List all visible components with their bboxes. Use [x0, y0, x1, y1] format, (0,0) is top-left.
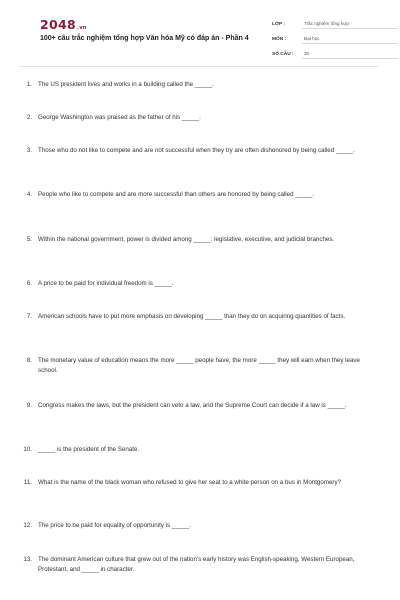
question-item: [20, 555, 378, 575]
question-item: [20, 113, 378, 123]
question-item: [20, 279, 378, 289]
question-number: 5.: [26, 236, 32, 243]
question-number: 13.: [23, 556, 32, 563]
question-text: The price to be paid for equality of opportunity is _____.: [38, 522, 191, 529]
meta-label: LỚP :: [272, 22, 286, 27]
document-title: 100+ câu trắc nghiệm tổng hợp Văn hóa Mỹ có đáp án - Phần 4: [40, 35, 249, 42]
meta-row-subject: [272, 31, 398, 44]
question-text: What is the name of the black woman who refused to give her seat to a white person on a bus in Montgomery?: [38, 479, 342, 486]
question-number: 12.: [23, 522, 32, 529]
meta-label: SỐ CÂU :: [272, 52, 294, 57]
question-text: Those who do not like to compete and are not successful when they try are often dishonored by being called _____.: [38, 147, 355, 154]
meta-value: Đại học: [302, 36, 398, 44]
question-text: A price to be paid for individual freedom is _____.: [38, 280, 174, 287]
meta-value: 30: [302, 51, 398, 59]
document-meta: [272, 16, 398, 61]
question-item: [20, 235, 378, 245]
meta-row-count: [272, 46, 398, 59]
question-text: The US president lives and works in a building called the _____.: [38, 81, 214, 88]
meta-row-class: [272, 16, 398, 29]
question-number: 6.: [26, 280, 32, 287]
question-text: Congress makes the laws, but the president can veto a law, and the Supreme Court can decide if a law is _____.: [38, 402, 347, 409]
logo-sub: .vn: [77, 25, 87, 31]
question-number: 10.: [23, 446, 32, 453]
question-item: [20, 356, 378, 376]
site-logo[interactable]: [40, 17, 87, 32]
question-number: 11.: [23, 479, 32, 486]
question-number: 3.: [26, 147, 32, 154]
question-text: _____ is the president of the Senate.: [38, 446, 140, 453]
question-item: [20, 521, 378, 531]
question-text: George Washington was praised as the father of his _____.: [38, 114, 201, 121]
question-text: The monetary value of education means the more _____ people have, the more _____ they will earn when they leave school.: [38, 357, 360, 374]
document-header: [20, 0, 378, 64]
question-item: [20, 445, 378, 455]
question-text: People who like to compete and are more successful than others are honored by being called _____.: [38, 191, 315, 198]
question-item: [20, 80, 378, 90]
question-item: [20, 146, 378, 156]
meta-value: Trắc nghiệm tổng hợp: [302, 21, 398, 29]
question-text: The dominant American culture that grew out of the nation's early history was English-speaking, Western European, Protestant, and _____ in character.: [38, 556, 355, 573]
question-number: 9.: [26, 402, 32, 409]
question-text: Within the national government, power is divided among _____: legislative, executive, and judicial branches.: [38, 236, 335, 243]
question-number: 2.: [26, 114, 32, 121]
question-number: 4.: [26, 191, 32, 198]
question-text: American schools have to put more emphasis on developing _____ than they do on acquiring quantities of facts.: [38, 313, 346, 320]
logo-main: 2048: [40, 17, 76, 32]
question-number: 1.: [26, 81, 32, 88]
question-item: [20, 190, 378, 200]
question-item: [20, 401, 378, 411]
meta-label: MÔN :: [272, 37, 287, 42]
question-number: 8.: [26, 357, 32, 364]
question-number: 7.: [26, 313, 32, 320]
question-item: [20, 478, 378, 488]
header-divider: [20, 66, 378, 67]
question-item: [20, 312, 378, 322]
